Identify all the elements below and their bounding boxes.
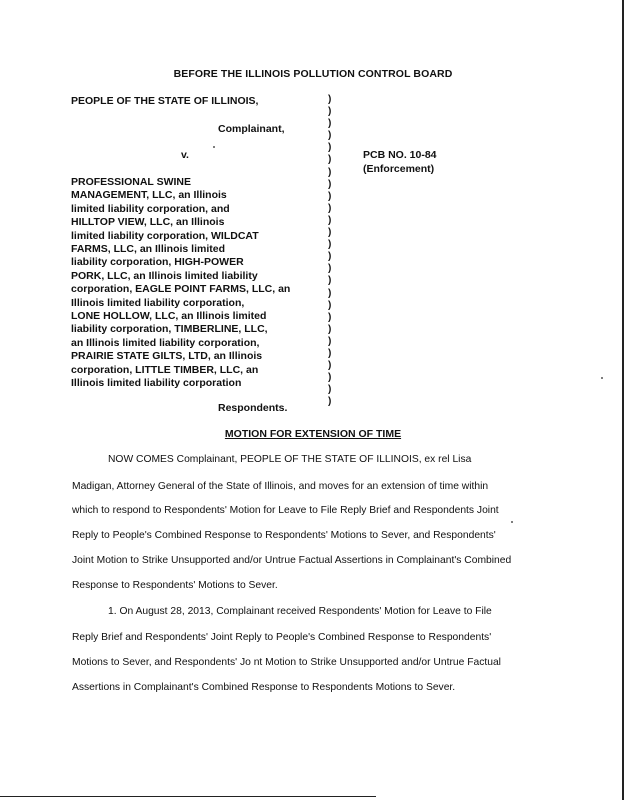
body-line: Joint Motion to Strike Unsupported and/or Untrue Factual Assertions in Complainant's Combined (72, 555, 512, 566)
board-heading: BEFORE THE ILLINOIS POLLUTION CONTROL BOARD (173, 68, 453, 80)
caption-paren: ) (328, 142, 332, 154)
scan-speck (511, 521, 513, 523)
scan-speck (601, 377, 603, 379)
body-line: NOW COMES Complainant, PEOPLE OF THE STATE OF ILLINOIS, ex rel Lisa (108, 454, 472, 465)
body-line: Assertions in Complainant's Combined Response to Respondents Motions to Sever. (72, 682, 456, 693)
defendant-line: Illinois limited liability corporation (71, 377, 242, 390)
caption-paren: ) (328, 190, 332, 202)
scan-edge-bottom (0, 796, 376, 797)
defendant-line: FARMS, LLC, an Illinois limited (71, 243, 226, 256)
caption-paren: ) (328, 384, 332, 396)
motion-title (0, 428, 626, 440)
respondents-role: Respondents. (218, 402, 288, 414)
case-type: (Enforcement) (363, 162, 435, 175)
caption-paren: ) (328, 275, 332, 287)
caption-paren: ) (328, 360, 332, 372)
caption-paren: ) (328, 396, 332, 408)
caption-paren: ) (328, 347, 332, 359)
defendant-line: MANAGEMENT, LLC, an Illinois (71, 189, 227, 202)
caption-paren: ) (328, 263, 332, 275)
body-line: Reply to People's Combined Response to Respondents' Motions to Sever, and Respondents' (72, 530, 496, 541)
motion-title-text: MOTION FOR EXTENSION OF TIME (224, 428, 402, 440)
defendant-line: HILLTOP VIEW, LLC, an Illinois (71, 216, 225, 229)
defendant-line: LONE HOLLOW, LLC, an Illinois limited (71, 310, 267, 323)
caption-paren: ) (328, 299, 332, 311)
scan-speck (213, 146, 215, 148)
case-number: PCB NO. 10-84 (363, 149, 437, 161)
caption-paren: ) (328, 166, 332, 178)
versus-label: v. (181, 149, 189, 161)
caption-paren: ) (328, 372, 332, 384)
body-line: Motions to Sever, and Respondents' Jo nt Motion to Strike Unsupported and/or Untrue Factual (72, 657, 501, 668)
defendant-line: liability corporation, HIGH-POWER (71, 256, 244, 269)
body-line: which to respond to Respondents' Motion for Leave to File Reply Brief and Respondents Joint (72, 505, 499, 516)
body-line: Response to Respondents' Motions to Sever. (72, 580, 278, 591)
defendants-block (71, 176, 321, 391)
complainant-role: Complainant, (218, 123, 285, 135)
defendant-line: liability corporation, TIMBERLINE, LLC, (71, 323, 268, 336)
defendant-line: corporation, EAGLE POINT FARMS, LLC, an (71, 283, 291, 296)
defendant-line: corporation, LITTLE TIMBER, LLC, an (71, 363, 259, 376)
caption-paren: ) (328, 323, 332, 335)
caption-paren: ) (328, 154, 332, 166)
defendant-line: limited liability corporation, and (71, 202, 230, 215)
defendant-line: Illinois limited liability corporation, (71, 296, 245, 309)
caption-paren: ) (328, 287, 332, 299)
scan-edge-right (622, 0, 624, 800)
caption-paren: ) (328, 106, 332, 118)
caption-paren: ) (328, 227, 332, 239)
caption-paren: ) (328, 251, 332, 263)
defendant-line: limited liability corporation, WILDCAT (71, 229, 259, 242)
defendant-line: an Illinois limited liability corporation, (71, 336, 260, 349)
defendant-line: PROFESSIONAL SWINE (71, 176, 191, 188)
caption-paren: ) (328, 118, 332, 130)
caption-paren: ) (328, 178, 332, 190)
defendant-line: PRAIRIE STATE GILTS, LTD, an Illinois (71, 350, 263, 363)
body-line: Madigan, Attorney General of the State of Illinois, and moves for an extension of time within (72, 481, 489, 492)
caption-paren: ) (328, 130, 332, 142)
caption-paren: ) (328, 239, 332, 251)
case-info (363, 149, 437, 176)
plaintiff-name: PEOPLE OF THE STATE OF ILLINOIS, (71, 95, 259, 107)
caption-paren: ) (328, 335, 332, 347)
defendant-line: PORK, LLC, an Illinois limited liability (71, 269, 258, 282)
caption-paren: ) (328, 94, 332, 105)
body-line: Reply Brief and Respondents' Joint Reply to People's Combined Response to Respondents' (72, 632, 492, 643)
caption-paren: ) (328, 202, 332, 214)
caption-paren: ) (328, 311, 332, 323)
caption-paren: ) (328, 214, 332, 226)
body-line: 1. On August 28, 2013, Complainant received Respondents' Motion for Leave to File (108, 606, 492, 617)
caption-paren-column (328, 94, 336, 408)
